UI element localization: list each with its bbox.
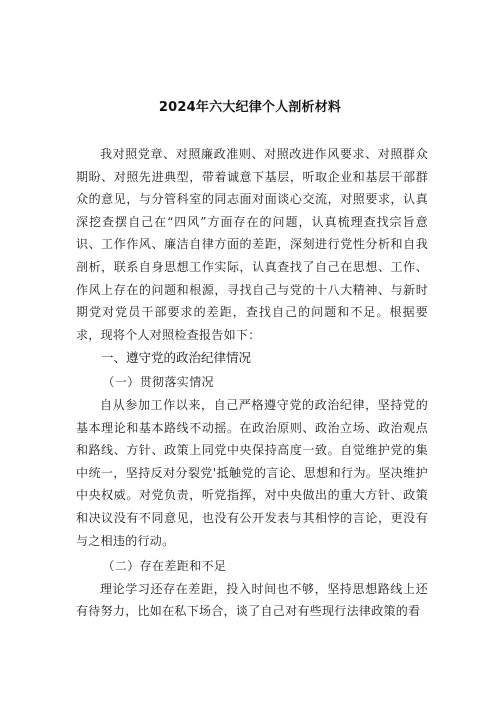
subsection-heading-implementation: （一）贯彻落实情况 (102, 375, 214, 390)
intro-paragraph: 我对照党章、对照廉政准则、对照改进作风要求、对照群众期盼、对照先进典型，带着诚意下基层，听取企业和基层干部群众的意见，与分管科室的同志面对面谈心交流，对照要求，认真深挖查摆自己在“四风”方面存在的问题，认真梳理查找宗旨意识、工作作风、廉洁自律方面的差距，深刻进行党性分析和自我剖析，联系自身思想工作实际，认真查找了自己在思想、工作、作风上存在的问题和根源，寻找自己与党的十八大精神、与新时期党对党员干部要求的差距，查找自己的问题和不足。根据要求，现将个人对照检查报告如下： (76, 147, 428, 342)
implementation-paragraph: 自从参加工作以来，自己严格遵守党的政治纪律，坚持党的基本理论和基本路线不动摇。在政治原则、政治立场、政治观点和路线、方针、政策上同党中央保持高度一致。自觉维护党的集中统一，坚持反对分裂党'抵触党的言论、思想和行为。坚决维护中央权威。对党负责，听党指挥，对中央做出的重大方针、政策和决议没有不同意见，也没有公开发表与其相悖的言论，更没有与之相违的行动。 (76, 397, 428, 548)
section-heading-political-discipline: 一、遵守党的政治纪律情况 (101, 350, 252, 366)
document-title: 2024年六大纪律个人剖析材料 (158, 100, 342, 115)
gaps-paragraph: 理论学习还存在差距，投入时间也不够，坚持思想路线上还有待努力，比如在私下场合，谈了自己对有些现行法律政策的看 (76, 581, 428, 619)
document-body (76, 143, 428, 623)
subsection-heading-gaps: （二）存在差距和不足 (102, 559, 227, 574)
